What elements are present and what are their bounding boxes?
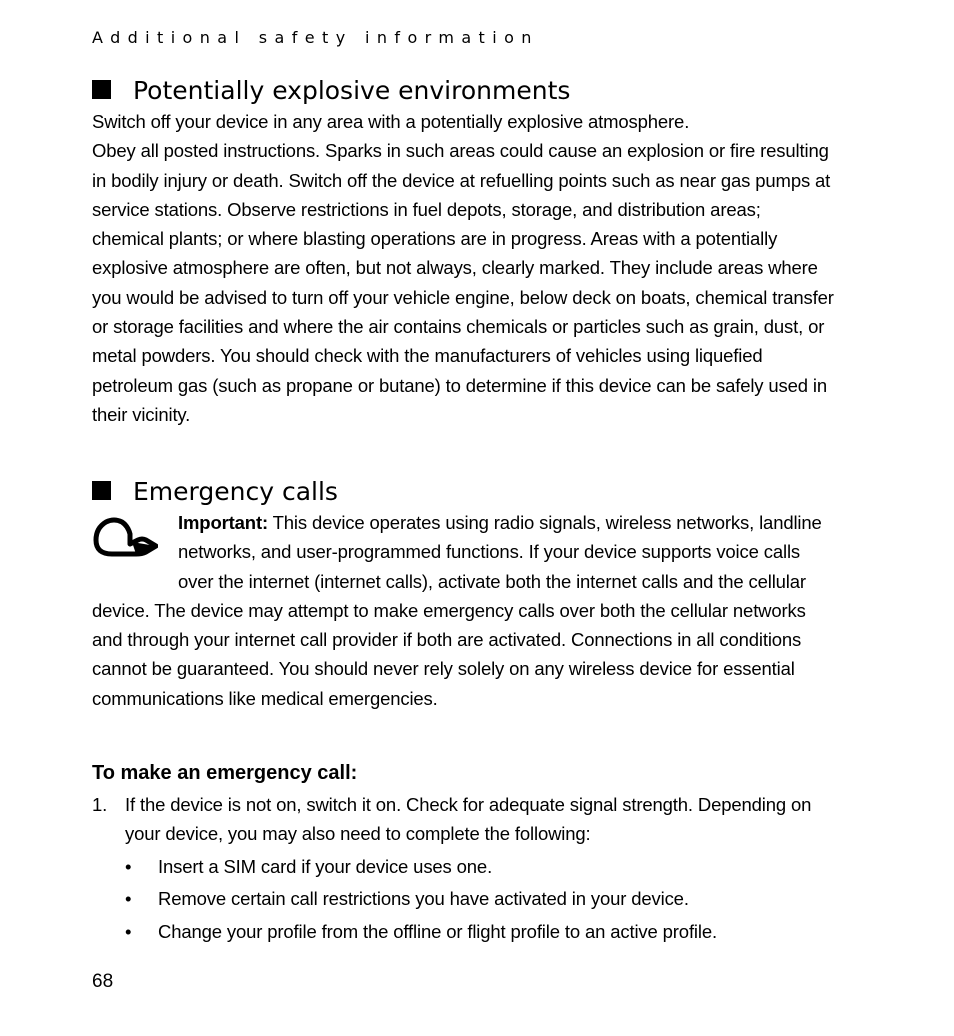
step-bullets [125, 852, 837, 946]
important-label: Important: [178, 512, 268, 533]
section-title: Emergency calls [133, 477, 338, 506]
emergency-call-subheading: To make an emergency call: [92, 762, 358, 784]
list-item [92, 790, 837, 946]
bullet-icon: • [125, 920, 132, 942]
list-item [125, 884, 837, 913]
bullet-icon: • [125, 888, 132, 910]
paragraph: Obey all posted instructions. Sparks in such areas could cause an explosion or fire resulting in bodily injury or death. Switch off the device at refuelling points such as near gas pumps at service stations. Observe restrictions in fuel depots, storage, and distribution areas; chemical plants; or where blasting operations are in progress. Areas with a potentially explosive atmosphere are often, but not always, clearly marked. They include areas where you would be advised to turn off your vehicle engine, below deck on boats, chemical transfer or storage facilities and where the air contains chemicals or particles such as grain, dust, or metal powders. You should check with the manufacturers of vehicles using liquefied petroleum gas (such as propane or butane) to determine if this device can be safely used in their vicinity. [92, 140, 834, 425]
emergency-steps-list [92, 790, 837, 949]
section-square-icon [92, 481, 111, 500]
list-item [125, 852, 837, 881]
bullet-text: Insert a SIM card if your device uses one. [158, 855, 493, 877]
step-text: If the device is not on, switch it on. Check for adequate signal strength. Depending on your device, you may also need to complete the following: [125, 794, 812, 845]
section-heading-emergency [92, 477, 338, 507]
section-body-explosive [92, 107, 837, 429]
section-square-icon [92, 80, 111, 99]
important-body: This device operates using radio signals, wireless networks, landline networks, and user-programmed functions. If your device supports voice calls over the internet (internet calls), activate both the internet calls and the cellular device. The device may attempt to make emergency calls over both the cellular networks and through your internet call provider if both are activated. Connections in all conditions cannot be guaranteed. You should never rely solely on any wireless device for essential communications like medical emergencies. [92, 512, 822, 709]
important-paragraph [92, 508, 837, 713]
bullet-icon: • [125, 855, 132, 877]
step-number: 1. [92, 794, 108, 815]
running-header: Additional safety information [92, 28, 539, 47]
section-heading-explosive [92, 76, 570, 106]
important-hand-icon [92, 514, 158, 560]
list-item [125, 917, 837, 946]
important-note [92, 508, 837, 713]
bullet-text: Remove certain call restrictions you have activated in your device. [158, 888, 689, 910]
section-title: Potentially explosive environments [133, 76, 571, 105]
bullet-text: Change your profile from the offline or flight profile to an active profile. [158, 920, 717, 942]
page-number: 68 [92, 971, 114, 992]
paragraph: Switch off your device in any area with a potentially explosive atmosphere. [92, 111, 690, 132]
